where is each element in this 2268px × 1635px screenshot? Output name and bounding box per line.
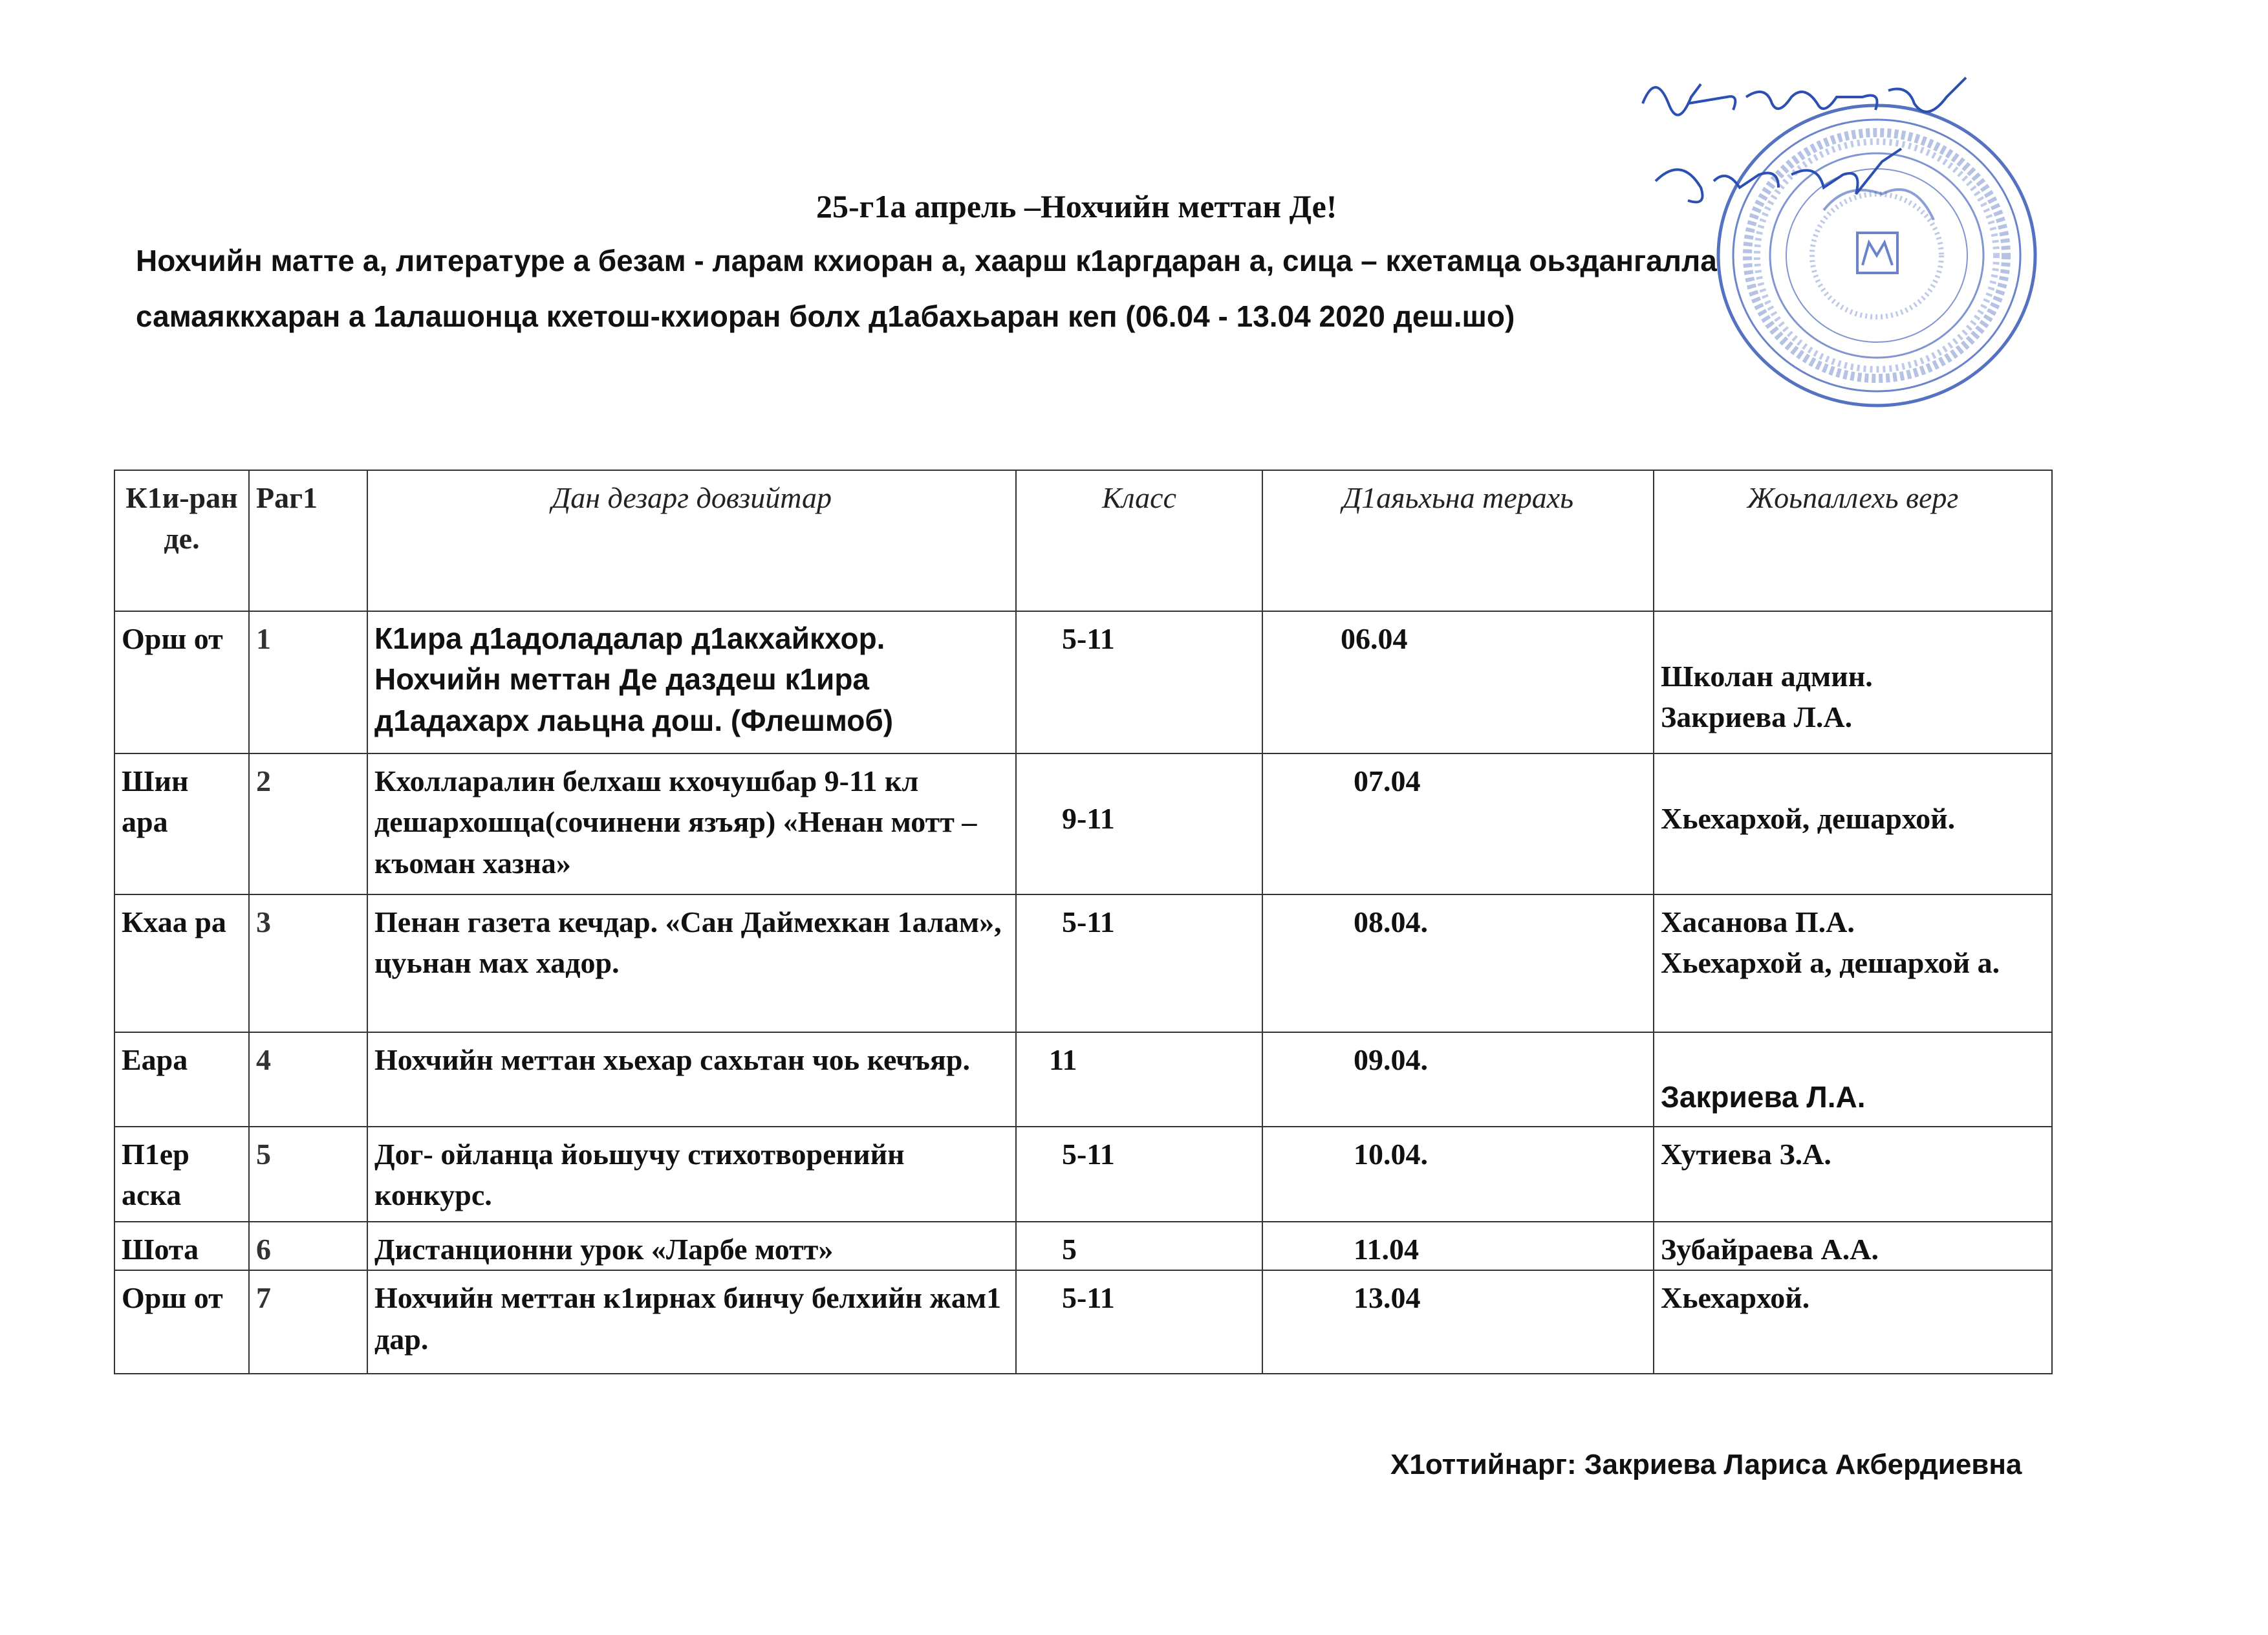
cell-responsible bbox=[1654, 611, 2052, 753]
cell-num: 2 bbox=[249, 753, 367, 894]
cell-num: 1 bbox=[249, 611, 367, 753]
cell-responsible bbox=[1654, 1222, 2052, 1270]
cell-day: Орш от bbox=[114, 1270, 249, 1374]
header-responsible: Жоьпаллехь верг bbox=[1654, 470, 2052, 611]
responsible-line-1: Закриева Л.А. bbox=[1661, 1080, 1866, 1114]
cell-class bbox=[1016, 753, 1262, 894]
cell-num: 3 bbox=[249, 894, 367, 1032]
responsible-line-1: Хьехархой, дешархой. bbox=[1661, 802, 1956, 835]
responsible-line-1: Хьехархой. bbox=[1661, 1281, 1810, 1315]
cell-day: Шота bbox=[114, 1222, 249, 1270]
cell-activity: Кхолларалин белхаш кхочушбар 9-11 кл дешархошца(сочинени язъяр) «Ненан мотт –къоман хазна» bbox=[367, 753, 1016, 894]
table-row bbox=[114, 894, 2052, 1032]
school-seal-stamp bbox=[1707, 97, 2044, 414]
cell-day: Орш от bbox=[114, 611, 249, 753]
header-num: Раг1 bbox=[249, 470, 367, 611]
date-value: 11.04 bbox=[1354, 1233, 1419, 1266]
event-plan-table bbox=[114, 470, 2053, 1374]
table-row bbox=[114, 753, 2052, 894]
signature-line: Х1оттийнарг: Закриева Лариса Акбердиевна bbox=[1390, 1449, 2022, 1480]
responsible-line-2: Хьехархой а, дешархой а. bbox=[1661, 946, 2000, 980]
cell-day: П1ер аска bbox=[114, 1127, 249, 1222]
cell-responsible bbox=[1654, 1270, 2052, 1374]
cell-day: Еара bbox=[114, 1032, 249, 1127]
page-title: 25-г1а апрель –Нохчийн меттан Де! bbox=[816, 188, 1337, 224]
cell-class: 5-11 bbox=[1016, 1270, 1262, 1374]
cell-day: Шин ара bbox=[114, 753, 249, 894]
date-value: 08.04. bbox=[1354, 905, 1428, 938]
cell-date bbox=[1262, 1222, 1654, 1270]
cell-activity: Дог- ойланца йоьшучу стихотворенийн конкурс. bbox=[367, 1127, 1016, 1222]
cell-class bbox=[1016, 1032, 1262, 1127]
table-row bbox=[114, 1270, 2052, 1374]
cell-class: 5-11 bbox=[1016, 894, 1262, 1032]
subtitle-line-1: Нохчийн матте а, литературе а безам - ларам кхиоран а, хаарш к1аргдаран а, сица – кхетамца оьздангалла bbox=[136, 244, 1717, 277]
header-activity: Дан дезарг довзийтар bbox=[367, 470, 1016, 611]
cell-responsible bbox=[1654, 894, 2052, 1032]
cell-day: Кхаа ра bbox=[114, 894, 249, 1032]
responsible-line-1: Зубайраева А.А. bbox=[1661, 1233, 1879, 1266]
cell-activity: Нохчийн меттан хьехар сахьтан чоь кечъяр. bbox=[367, 1032, 1016, 1127]
cell-num: 5 bbox=[249, 1127, 367, 1222]
cell-class: 5-11 bbox=[1016, 611, 1262, 753]
cell-num: 4 bbox=[249, 1032, 367, 1127]
table-header-row bbox=[114, 470, 2052, 611]
cell-date bbox=[1262, 1032, 1654, 1127]
date-value: 10.04. bbox=[1354, 1138, 1428, 1171]
cell-date bbox=[1262, 1270, 1654, 1374]
responsible-line-1: Школан админ. bbox=[1661, 660, 1873, 693]
cell-responsible bbox=[1654, 1032, 2052, 1127]
header-class: Класс bbox=[1016, 470, 1262, 611]
cell-responsible bbox=[1654, 753, 2052, 894]
cell-responsible bbox=[1654, 1127, 2052, 1222]
date-value: 09.04. bbox=[1354, 1043, 1428, 1076]
date-value: 07.04 bbox=[1354, 764, 1421, 797]
table-row bbox=[114, 611, 2052, 753]
cell-date bbox=[1262, 1127, 1654, 1222]
responsible-line-1: Хутиева З.А. bbox=[1661, 1138, 1831, 1171]
class-value: 11 bbox=[1049, 1043, 1077, 1076]
responsible-line-2: Закриева Л.А. bbox=[1661, 700, 1853, 734]
responsible-line-1: Хасанова П.А. bbox=[1661, 905, 1855, 938]
cell-date bbox=[1262, 753, 1654, 894]
cell-activity: Дистанционни урок «Ларбе мотт» bbox=[367, 1222, 1016, 1270]
cell-activity: К1ира д1адоладалар д1акхайкхор. Нохчийн меттан Де даздеш к1ира д1адахарх лаьцна дош. (Флешмоб) bbox=[367, 611, 1016, 753]
cell-num: 7 bbox=[249, 1270, 367, 1374]
cell-class: 5 bbox=[1016, 1222, 1262, 1270]
subtitle-line-2: самаяккхаран а 1алашонца кхетош-кхиоран болх д1абахьаран кеп (06.04 - 13.04 2020 деш.шо) bbox=[136, 299, 1515, 333]
header-date: Д1аяьхьна терахь bbox=[1262, 470, 1654, 611]
table-row bbox=[114, 1127, 2052, 1222]
table-row bbox=[114, 1032, 2052, 1127]
date-value: 13.04 bbox=[1354, 1281, 1421, 1315]
cell-num: 6 bbox=[249, 1222, 367, 1270]
cell-activity: Нохчийн меттан к1ирнах бинчу белхийн жам1 дар. bbox=[367, 1270, 1016, 1374]
class-value: 9-11 bbox=[1062, 802, 1115, 835]
table-row bbox=[114, 1222, 2052, 1270]
cell-date bbox=[1262, 894, 1654, 1032]
header-day: К1и-ран де. bbox=[114, 470, 249, 611]
cell-activity: Пенан газета кечдар. «Сан Даймехкан 1алам», цуьнан мах хадор. bbox=[367, 894, 1016, 1032]
cell-date: 06.04 bbox=[1262, 611, 1654, 753]
cell-class: 5-11 bbox=[1016, 1127, 1262, 1222]
